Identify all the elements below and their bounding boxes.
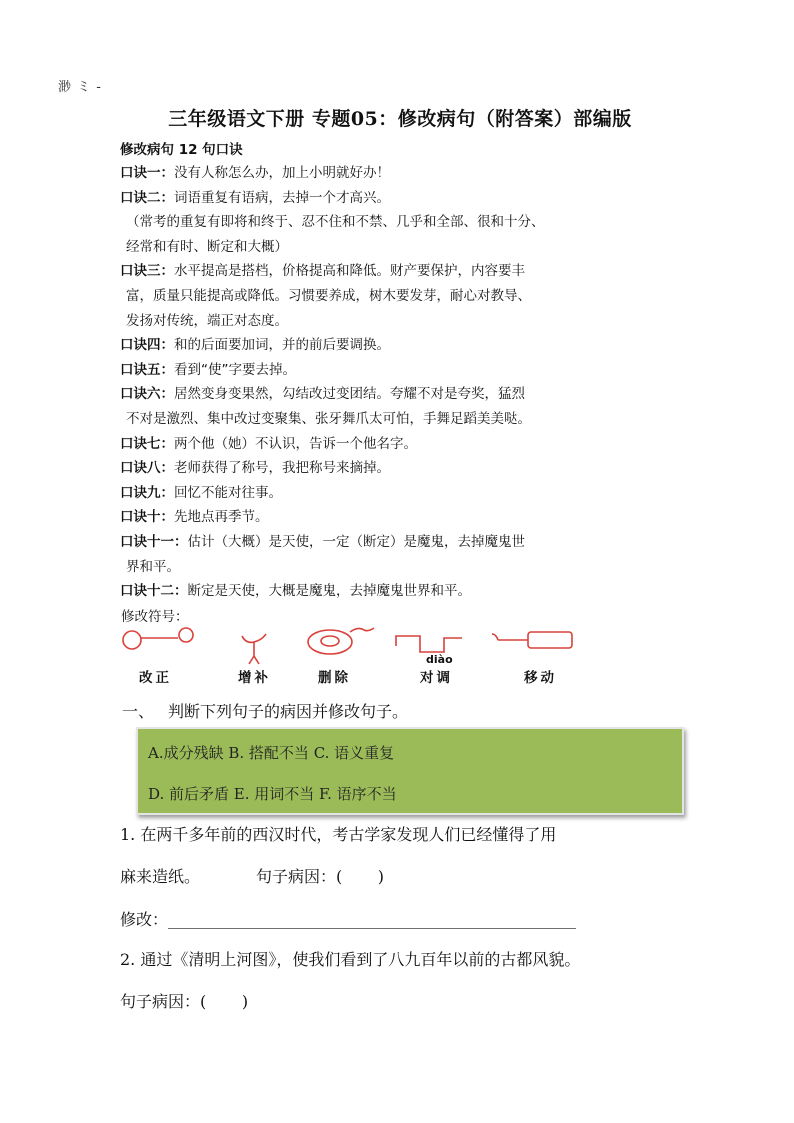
symbols-label: 修改符号： xyxy=(121,609,189,625)
tip-text: 发扬对传统，端正对态度。 xyxy=(126,312,288,329)
tip-line xyxy=(120,530,680,555)
page-title: 三年级语文下册 专题05：修改病句（附答案）部编版 xyxy=(168,108,632,130)
tip-line xyxy=(120,161,680,186)
tip-key: 口诀七： xyxy=(120,435,174,452)
symbol-label-insert: 增补 xyxy=(238,670,271,686)
options-line-1: A.成分残缺 B. 搭配不当 C. 语义重复 xyxy=(148,744,395,762)
tip-line xyxy=(120,555,680,580)
options-box xyxy=(136,727,684,815)
tip-text: 界和平。 xyxy=(126,558,180,575)
tip-text: 老师获得了称号，我把称号来摘掉。 xyxy=(174,460,390,477)
move-symbol-icon xyxy=(492,632,572,648)
tip-text: 估计（大概）是天使，一定（断定）是魔鬼，去掉魔鬼世 xyxy=(187,533,525,550)
question-1-line-2: 麻来造纸。 句子病因：( ) xyxy=(120,867,385,886)
tip-line xyxy=(120,186,680,211)
correction-symbols xyxy=(118,622,588,686)
insert-symbol-icon xyxy=(242,634,266,664)
subtitle: 修改病句 12 句口诀 xyxy=(120,142,243,158)
tip-text: 和的后面要加词，并的前后要调换。 xyxy=(174,337,390,354)
tip-text: 词语重复有语病，去掉一个才高兴。 xyxy=(174,189,390,206)
tip-line xyxy=(120,333,680,358)
delete-symbol-icon xyxy=(308,628,374,654)
symbol-label-correct: 改正 xyxy=(139,670,172,686)
question-1-line-1: 1. 在两千多年前的西汉时代，考古学家发现人们已经懂得了用 xyxy=(120,825,557,844)
section-heading xyxy=(122,699,408,722)
question-1-fix: 修改：___________________________________________________ xyxy=(120,910,577,929)
tip-line xyxy=(120,579,680,604)
tip-text: 居然变身变果然，勾结改过变团结。夸耀不对是夸奖，猛烈 xyxy=(174,386,525,403)
tip-key: 口诀九： xyxy=(120,484,174,501)
pinyin-label: diào xyxy=(426,653,453,666)
options-line-2: D. 前后矛盾 E. 用词不当 F. 语序不当 xyxy=(148,785,397,803)
tip-key: 口诀三： xyxy=(120,263,174,280)
tip-key: 口诀十一： xyxy=(120,533,188,550)
corner-mark: 渺 ミ - xyxy=(58,80,102,95)
tip-text: 回忆不能对往事。 xyxy=(174,484,282,501)
question-2-cause: 句子病因：( ) xyxy=(120,992,249,1011)
tip-text: 富，质量只能提高或降低。习惯要养成，树木要发芽，耐心对教导、 xyxy=(126,287,531,304)
tip-key: 口诀八： xyxy=(120,460,174,477)
tip-text: 两个他（她）不认识，告诉一个他名字。 xyxy=(174,435,417,452)
tip-line xyxy=(120,309,680,334)
tip-line xyxy=(120,456,680,481)
tip-line xyxy=(120,481,680,506)
tip-key: 口诀十： xyxy=(120,509,174,526)
tip-line xyxy=(120,235,680,260)
tip-line xyxy=(120,284,680,309)
tip-text: （常考的重复有即将和终于、忍不住和不禁、几乎和全部、很和十分、 xyxy=(126,214,545,231)
tip-key: 口诀十二： xyxy=(120,583,188,600)
tip-key: 口诀六： xyxy=(120,386,174,403)
tip-text: 不对是激烈、集中改过变聚集、张牙舞爪太可怕，手舞足蹈美美哒。 xyxy=(126,410,531,427)
tip-line xyxy=(120,259,680,284)
tip-text: 没有人称怎么办，加上小明就好办！ xyxy=(174,165,390,181)
tip-text: 经常和有时、断定和大概） xyxy=(126,238,288,255)
symbol-label-delete: 删除 xyxy=(318,670,351,686)
section-text: 判断下列句子的病因并修改句子。 xyxy=(168,702,409,721)
tip-text: 断定是天使，大概是魔鬼，去掉魔鬼世界和平。 xyxy=(187,583,471,600)
tip-line xyxy=(120,432,680,457)
question-2-line-1: 2. 通过《清明上河图》，使我们看到了八九百年以前的古都风貌。 xyxy=(120,950,581,969)
tip-text: 先地点再季节。 xyxy=(174,509,269,526)
correction-symbol-icon xyxy=(123,628,193,649)
tip-key: 口诀五： xyxy=(120,361,174,378)
symbol-label-swap: 对调 xyxy=(420,670,453,686)
tip-line xyxy=(120,407,680,432)
tip-line xyxy=(120,505,680,530)
section-number: 一、 xyxy=(122,702,155,721)
tip-line xyxy=(120,358,680,383)
tip-line xyxy=(120,382,680,407)
swap-symbol-icon xyxy=(396,636,462,652)
symbol-label-move: 移动 xyxy=(524,670,557,686)
tip-key: 口诀四： xyxy=(120,337,174,354)
tip-line xyxy=(120,210,680,235)
tip-key: 口诀二： xyxy=(120,189,174,206)
tip-text: 看到“使”字要去掉。 xyxy=(174,361,296,378)
tips-list xyxy=(120,161,680,604)
tip-text: 水平提高是搭档，价格提高和降低。财产要保护，内容要丰 xyxy=(174,263,525,280)
tip-key: 口诀一： xyxy=(120,165,174,181)
